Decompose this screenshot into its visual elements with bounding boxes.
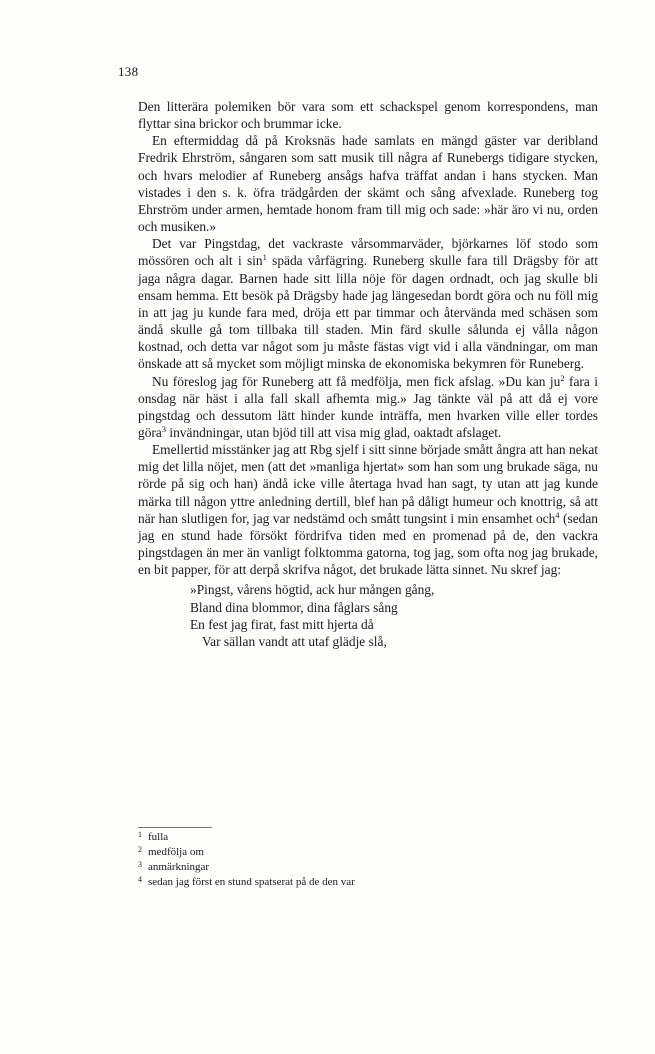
paragraph-3-text-b: späda vårfägring. Runeberg skulle fara till Drägsby för att jaga några dagar. Barnen hade sitt lilla nöje för dagen ordnadt, och jag skulle bli ensam hemma. Ett besök på Drägsby hade jag längesedan bordt göra och nu föll mig in att jag ju kunde fara med, dröja ett par timmar och återvända med schäsen som ändå skulle gå tom tillbaka till staden. Min färd skulle sålunda ej vålla någon kostnad, och detta var något som ju måste fästas vigt vid i alla vändningar, om man önskade att så mycket som möjligt minska de ekonomiska bekymren för Runeberg. <box>138 253 598 372</box>
poem-line-3: En fest jag firat, fast mitt hjerta då <box>190 616 374 632</box>
footnote-ref-3: 3 <box>161 423 167 434</box>
footnote-4-text: sedan jag först en stund spatserat på de den var <box>148 876 355 888</box>
footnote-ref-1: 1 <box>262 252 267 263</box>
paragraph-2 <box>138 132 598 235</box>
poem-stanza <box>138 581 598 650</box>
footnote-2: 2 medfölja om <box>138 845 204 858</box>
footnote-1: 1 fulla <box>138 830 169 843</box>
paragraph-4-text-a: Nu föreslog jag för Runeberg att få medfölja, men fick afslag. »Du kan ju <box>152 373 561 389</box>
footnote-3: 3 anmärkningar <box>138 860 210 873</box>
footnotes <box>138 830 598 890</box>
poem-line-1: »Pingst, vårens högtid, ack hur mången gång, <box>190 582 435 598</box>
poem-line-2: Bland dina blommor, dina fåglars sång <box>190 599 398 615</box>
paragraph-2-text: En eftermiddag då på Kroksnäs hade samlats en mängd gäster var deribland Fredrik Ehrström, sångaren som satt musik till några af Runebergs tidigare stycken, och hvars melodier af Runeberg ansågs hafva träffat andan i hans stycken. Man vistades i den s. k. öfra trädgården der skämt och sång afvexlade. Runeberg tog Ehrström under armen, hemtade honom fram till mig och sade: »här äro vi nu, orden och musiken.» <box>138 133 598 235</box>
paragraph-1-text: Den litterära polemiken bör vara som ett schackspel genom korrespondens, man flyttar sina brickor och brummar icke. <box>138 99 598 132</box>
paragraph-5-text-b: (sedan jag en stund hade försökt fördrifva tiden med en promenad på de, den vackra pingstdagen än mer än vanligt folktomma gatorna, tog jag, som ofta nog jag brukade, en bit papper, för att derpå skrifva något, det brukade lätta sinnet. Nu skref jag: <box>138 510 599 578</box>
paragraph-3 <box>138 235 598 372</box>
footnote-2-text: medfölja om <box>148 846 204 858</box>
footnote-4: 4 sedan jag först en stund spatserat på de den var <box>138 875 355 888</box>
footnote-1-text: fulla <box>148 831 169 843</box>
paragraph-4 <box>138 373 598 442</box>
footnote-3-text: anmärkningar <box>148 861 210 873</box>
paragraph-1 <box>138 98 598 132</box>
footnote-ref-4: 4 <box>555 509 560 520</box>
poem-line-4: Var sällan vandt att utaf glädje slå, <box>202 633 387 649</box>
paragraph-5 <box>138 441 598 578</box>
paragraph-5-text-a: Emellertid misstänker jag att Rbg sjelf i sitt sinne började smått ångra att han nekat mig det lilla nöjet, men (att det »manliga hjertat» som han som ung brukade säga, nu rörde på sig och han) ändå icke ville återtaga hvad han sagt, ty utan att jag kunde märka till någon yttre anledning dertill, blef han på dåligt humeur och knottrig, så att när han slutligen for, jag var nedstämd och smått tungsint i min ensamhet och <box>138 442 598 526</box>
paragraph-4-text-b: fara i onsdag när häst i alla fall skall afhemta mig.» Jag tänkte väl på att då ej vore pingstdag och dessutom lätt hinder kunde inträffa, men hvarken ville eller tordes göra <box>138 373 598 440</box>
paragraph-4-text-c: invändningar, utan bjöd till att visa mig glad, oaktadt afslaget. <box>166 424 502 440</box>
paragraph-3-text-a: Det var Pingstdag, det vackraste vårsommarväder, björkarnes löf stodo som mössören och alt i sin <box>138 236 598 269</box>
page-number: 138 <box>118 64 139 79</box>
footnote-ref-2: 2 <box>560 372 565 383</box>
body-text <box>138 98 598 650</box>
footnote-divider <box>138 827 212 828</box>
